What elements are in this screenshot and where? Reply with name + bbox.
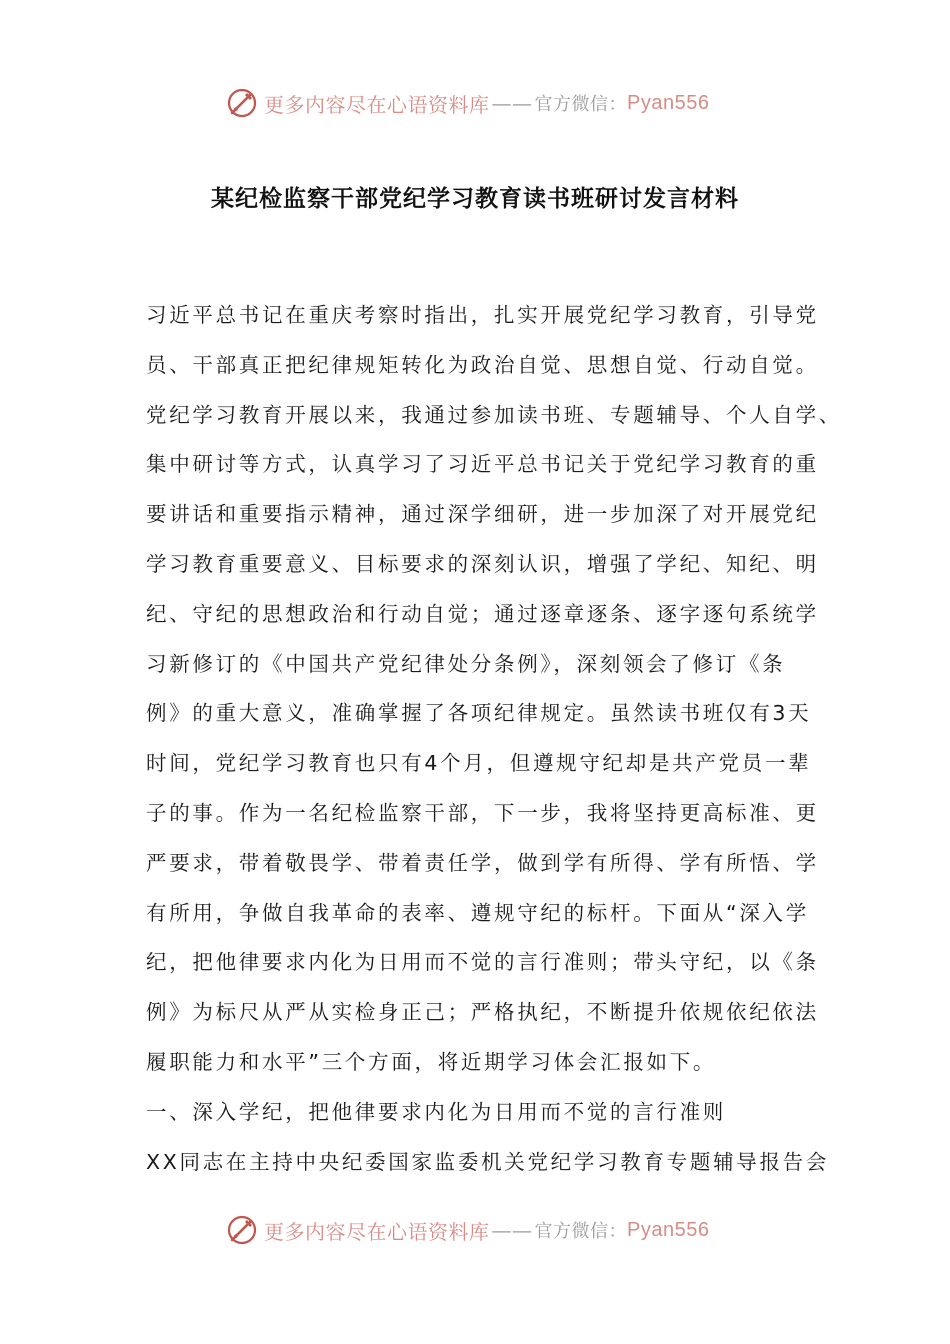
header-watermark-banner bbox=[226, 86, 746, 120]
body-line: 纪、守纪的思想政治和行动自觉；通过逐章逐条、逐字逐句系统学 bbox=[146, 601, 819, 626]
body-line: 子的事。作为一名纪检监察干部，下一步，我将坚持更高标准、更 bbox=[146, 800, 819, 825]
banner-wechat-label: 官方微信： bbox=[534, 94, 627, 115]
body-line: 员、干部真正把纪律规矩转化为政治自觉、思想自觉、行动自觉。 bbox=[146, 352, 819, 377]
document-title: 某纪检监察干部党纪学习教育读书班研讨发言材料 bbox=[211, 185, 739, 212]
body-line: 要讲话和重要指示精神，通过深学细研，进一步加深了对开展党纪 bbox=[146, 502, 819, 527]
section-heading: 一、深入学纪，把他律要求内化为日用而不觉的言行准则 bbox=[146, 1099, 726, 1124]
banner-separator: —— bbox=[491, 1218, 533, 1242]
body-line: 学习教育重要意义、目标要求的深刻认识，增强了学纪、知纪、明 bbox=[146, 551, 819, 576]
body-line: 严要求，带着敬畏学、带着责任学，做到学有所得、学有所悟、学 bbox=[146, 850, 819, 875]
footer-watermark-banner bbox=[226, 1213, 746, 1247]
body-line: XX同志在主持中央纪委国家监委机关党纪学习教育专题辅导报告会 bbox=[146, 1149, 830, 1174]
body-line: 习近平总书记在重庆考察时指出，扎实开展党纪学习教育，引导党 bbox=[146, 303, 819, 327]
banner-wechat-id: Pyan556 bbox=[627, 1218, 710, 1241]
pen-logo-icon bbox=[226, 87, 258, 119]
body-line: 纪，把他律要求内化为日用而不觉的言行准则；带头守纪，以《条 bbox=[146, 950, 819, 975]
body-line: 集中研讨等方式，认真学习了习近平总书记关于党纪学习教育的重 bbox=[146, 452, 819, 477]
body-line: 例》的重大意义，准确掌握了各项纪律规定。虽然读书班仅有3天 bbox=[146, 701, 812, 726]
banner-text: 更多内容尽在心语资料库 bbox=[264, 92, 490, 117]
body-line: 党纪学习教育开展以来，我通过参加读书班、专题辅导、个人自学、 bbox=[146, 402, 842, 427]
body-line: 习新修订的《中国共产党纪律处分条例》，深刻领会了修订《条 bbox=[146, 651, 786, 676]
pen-logo-icon bbox=[226, 1214, 258, 1246]
document-body bbox=[146, 295, 842, 1191]
banner-wechat-label: 官方微信： bbox=[534, 1221, 627, 1242]
body-line: 例》为标尺从严从实检身正己；严格执纪，不断提升依规依纪依法 bbox=[146, 1000, 819, 1025]
body-line: 履职能力和水平”三个方面，将近期学习体会汇报如下。 bbox=[146, 1049, 717, 1074]
banner-separator: —— bbox=[491, 91, 533, 115]
body-line: 有所用，争做自我革命的表率、遵规守纪的标杆。下面从“深入学 bbox=[146, 900, 809, 925]
banner-wechat-id: Pyan556 bbox=[627, 91, 710, 114]
banner-text: 更多内容尽在心语资料库 bbox=[264, 1219, 490, 1244]
body-line: 时间，党纪学习教育也只有4个月，但遵规守纪却是共产党员一辈 bbox=[146, 751, 812, 776]
